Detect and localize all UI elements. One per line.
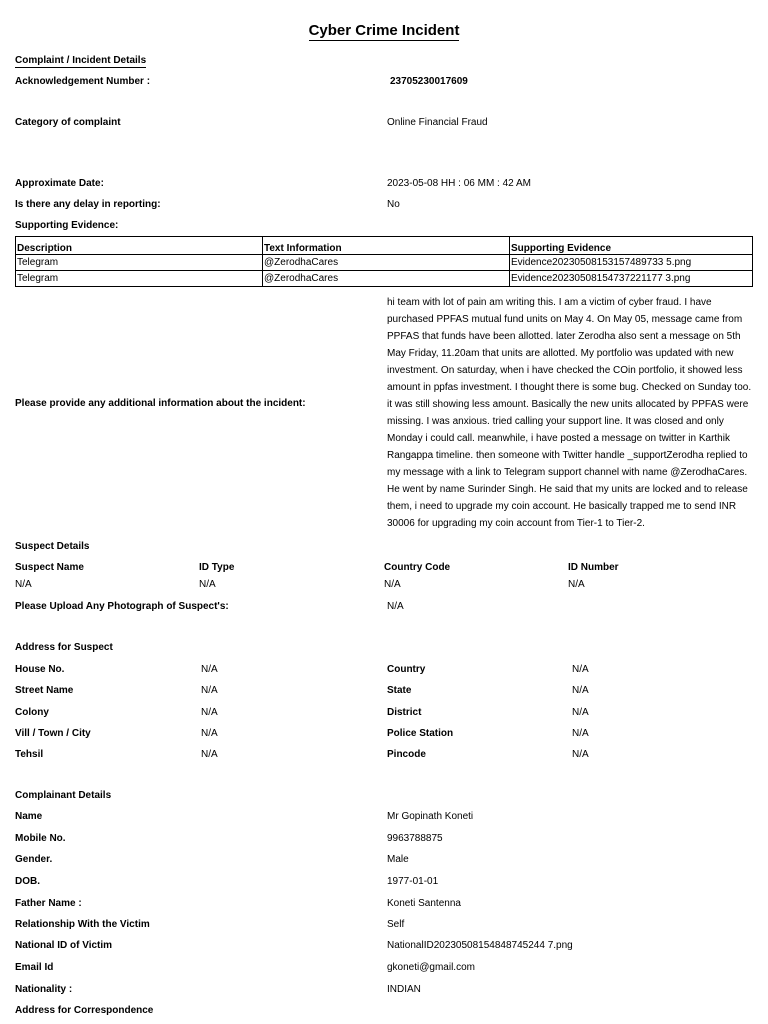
- ack-value: 23705230017609: [390, 76, 468, 87]
- evidence-col-file: Supporting Evidence: [510, 237, 753, 255]
- page-title: Cyber Crime Incident: [308, 22, 460, 39]
- tehsil-value: N/A: [201, 749, 218, 760]
- mobile-value: 9963788875: [387, 833, 443, 844]
- district-value: N/A: [572, 707, 589, 718]
- delay-value: No: [387, 199, 400, 210]
- police-station-value: N/A: [572, 728, 589, 739]
- date-label: Approximate Date:: [15, 178, 104, 189]
- email-value: gkoneti@gmail.com: [387, 962, 475, 973]
- suspect-photo-value: N/A: [387, 601, 404, 612]
- city-value: N/A: [201, 728, 218, 739]
- street-label: Street Name: [15, 685, 74, 696]
- suspect-country-value: N/A: [384, 579, 401, 590]
- evidence-col-description: Description: [16, 237, 263, 255]
- category-label: Category of complaint: [15, 117, 121, 128]
- evidence-cell: @ZerodhaCares: [263, 271, 510, 287]
- suspect-header: Suspect Details: [15, 541, 90, 552]
- nationality-value: INDIAN: [387, 984, 421, 995]
- pincode-label: Pincode: [387, 749, 426, 760]
- evidence-label: Supporting Evidence:: [15, 220, 119, 231]
- relationship-value: Self: [387, 919, 405, 930]
- nationality-label: Nationality :: [15, 984, 73, 995]
- national-id-label: National ID of Victim: [15, 940, 113, 951]
- tehsil-label: Tehsil: [15, 749, 44, 760]
- correspondence-label: Address for Correspondence: [15, 1005, 154, 1016]
- dob-value: 1977-01-01: [387, 876, 439, 887]
- evidence-row: [16, 271, 753, 287]
- father-name-value: Koneti Santenna: [387, 898, 461, 909]
- evidence-cell: Telegram: [16, 271, 263, 287]
- delay-label: Is there any delay in reporting:: [15, 199, 161, 210]
- state-value: N/A: [572, 685, 589, 696]
- gender-label: Gender.: [15, 854, 53, 865]
- pincode-value: N/A: [572, 749, 589, 760]
- mobile-label: Mobile No.: [15, 833, 66, 844]
- suspect-name-value: N/A: [15, 579, 32, 590]
- suspect-col-idtype: ID Type: [199, 562, 235, 573]
- state-label: State: [387, 685, 412, 696]
- section-header-complaint: Complaint / Incident Details: [15, 55, 147, 66]
- father-name-label: Father Name :: [15, 898, 82, 909]
- evidence-file-link[interactable]: Evidence20230508153157489733 5.png: [510, 255, 753, 271]
- house-value: N/A: [201, 664, 218, 675]
- suspect-col-country: Country Code: [384, 562, 451, 573]
- complainant-name-value: Mr Gopinath Koneti: [387, 811, 474, 822]
- suspect-col-name: Suspect Name: [15, 562, 84, 573]
- city-label: Vill / Town / City: [15, 728, 91, 739]
- colony-value: N/A: [201, 707, 218, 718]
- suspect-photo-label: Please Upload Any Photograph of Suspect's:: [15, 601, 229, 612]
- suspect-address-header: Address for Suspect: [15, 642, 113, 653]
- evidence-row: [16, 255, 753, 271]
- evidence-file-link[interactable]: Evidence20230508154737221177 3.png: [510, 271, 753, 287]
- evidence-table: [15, 236, 753, 287]
- suspect-idnumber-value: N/A: [568, 579, 585, 590]
- gender-value: Male: [387, 854, 409, 865]
- complainant-header: Complainant Details: [15, 790, 112, 801]
- evidence-header-row: [16, 237, 753, 255]
- street-value: N/A: [201, 685, 218, 696]
- evidence-cell: @ZerodhaCares: [263, 255, 510, 271]
- colony-label: Colony: [15, 707, 49, 718]
- house-label: House No.: [15, 664, 65, 675]
- evidence-cell: Telegram: [16, 255, 263, 271]
- district-label: District: [387, 707, 422, 718]
- national-id-value[interactable]: NationalID20230508154848745244 7.png: [387, 940, 573, 951]
- complainant-name-label: Name: [15, 811, 43, 822]
- suspect-col-idnumber: ID Number: [568, 562, 619, 573]
- suspect-idtype-value: N/A: [199, 579, 216, 590]
- country-label: Country: [387, 664, 426, 675]
- additional-info-label: Please provide any additional information about the incident:: [15, 398, 306, 409]
- additional-info-text: hi team with lot of pain am writing this. I am a victim of cyber fraud. I have purchased PPFAS mutual fund units on May 4. On May 05, message came from PPFAS that funds have been allotted. later Zerodha also sent a message on 5th May Friday, 11.20am that units are allotted. My portfolio was updated with new investment. On saturday, when i have checked the COin portfolio, it showed less amount in ppfas investment. I thought there is some bug. Checked on Sunday too. it was still showing less amount. Basically the new units allocated by PPFAS were missing. I was anxious. tried calling your support line. It was closed and only Monday i could call. meanwhile, i have posted a message on twitter in Karthik Rangappa timeline. then someone with Twitter handle _supportZerodha replied to my message with a link to Telegram support channel with name @ZerodhaCares. He went by name Surinder Singh. He said that my units are locked and to release them, i need to upgrade my coin account. He basically trapped me to send INR 30006 for upgrading my coin account from Tier-1 to Tier-2.: [387, 297, 752, 529]
- email-label: Email Id: [15, 962, 54, 973]
- date-value: 2023-05-08 HH : 06 MM : 42 AM: [387, 178, 531, 189]
- evidence-col-text: Text Information: [263, 237, 510, 255]
- country-value: N/A: [572, 664, 589, 675]
- relationship-label: Relationship With the Victim: [15, 919, 150, 930]
- dob-label: DOB.: [15, 876, 40, 887]
- police-station-label: Police Station: [387, 728, 454, 739]
- ack-label: Acknowledgement Number :: [15, 76, 151, 87]
- category-value: Online Financial Fraud: [387, 117, 488, 128]
